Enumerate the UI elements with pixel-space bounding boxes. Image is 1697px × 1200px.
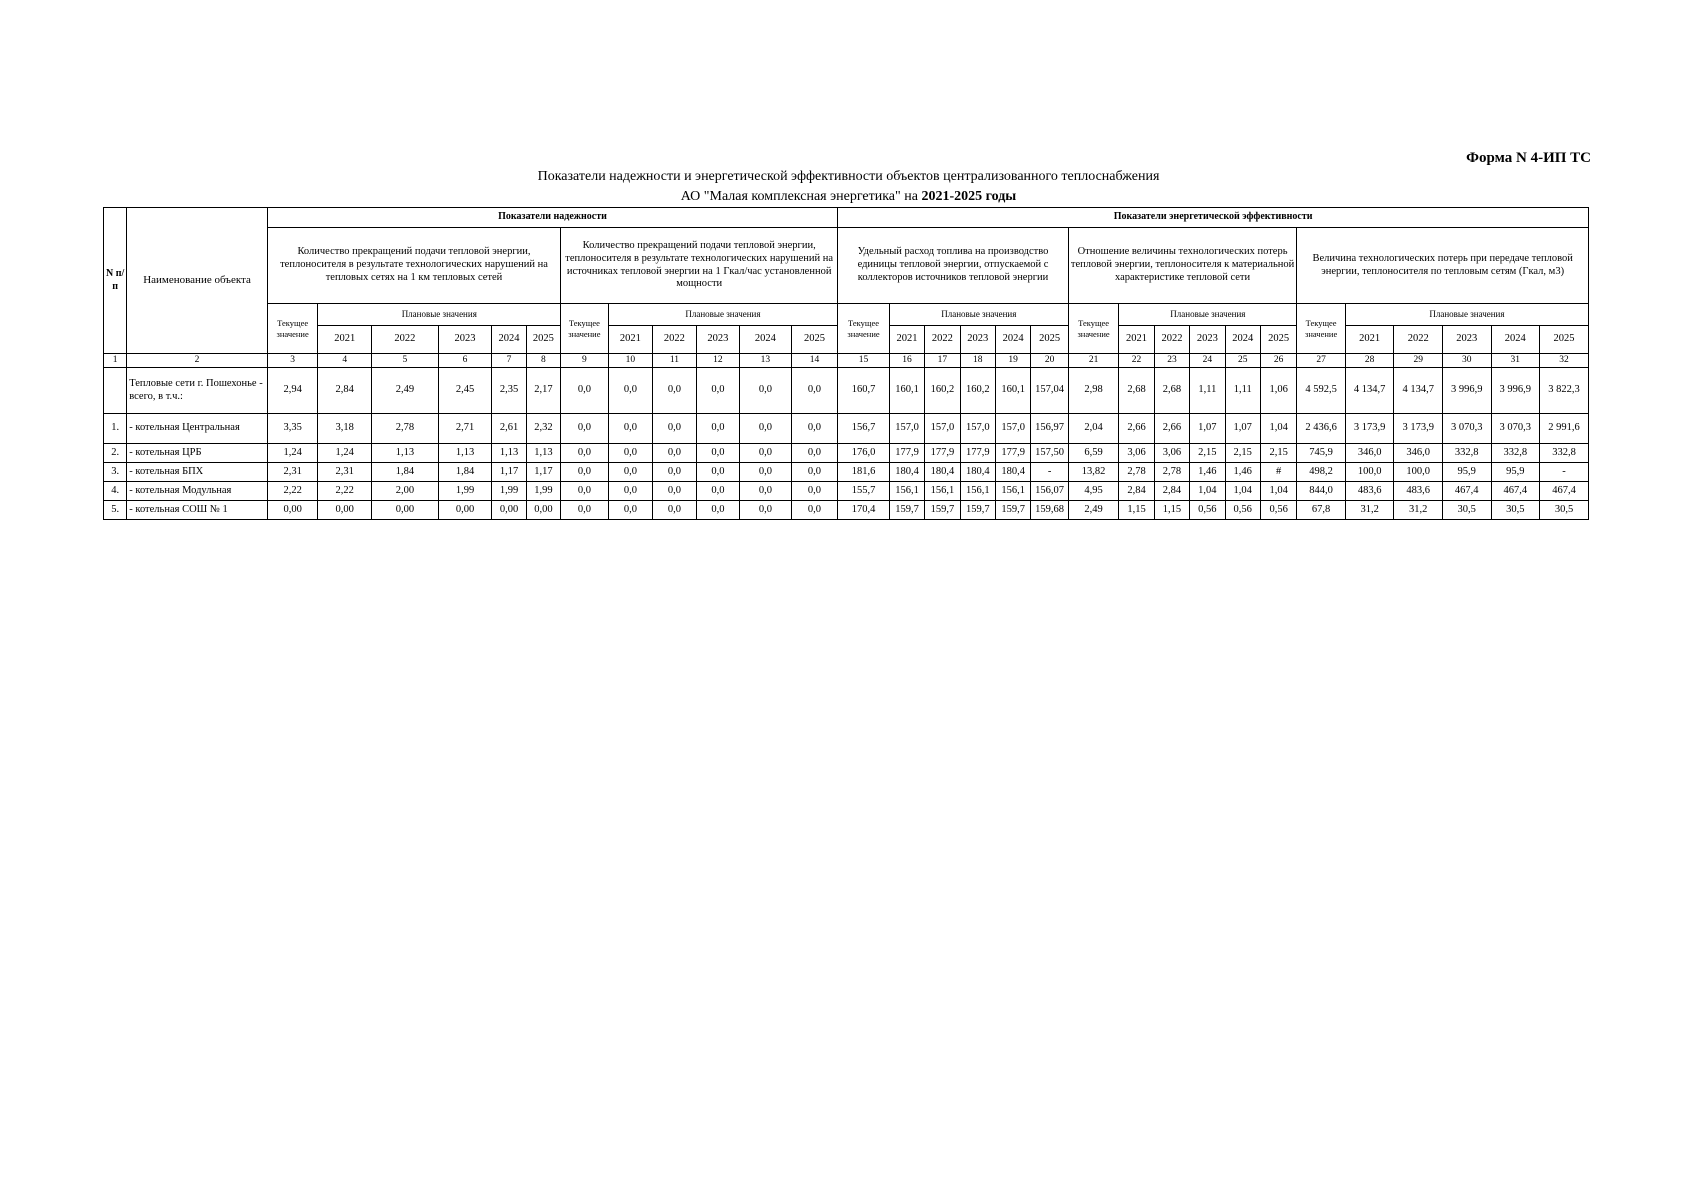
value-cell: 0,0 xyxy=(561,368,609,414)
value-cell: 0,0 xyxy=(791,463,838,482)
value-cell: 4 134,7 xyxy=(1345,368,1394,414)
value-cell: 0,0 xyxy=(653,501,696,520)
value-cell: 0,0 xyxy=(608,368,653,414)
year-header: 2024 xyxy=(1225,326,1260,354)
value-cell: 181,6 xyxy=(838,463,890,482)
year-header: 2022 xyxy=(653,326,696,354)
value-cell: 0,0 xyxy=(696,501,739,520)
value-cell: 1,13 xyxy=(492,444,526,463)
year-header: 2023 xyxy=(1190,326,1225,354)
value-cell: 4 592,5 xyxy=(1297,368,1346,414)
value-cell: 0,0 xyxy=(608,463,653,482)
value-cell: 159,68 xyxy=(1031,501,1068,520)
value-cell: 155,7 xyxy=(838,482,890,501)
value-cell: 2,78 xyxy=(1119,463,1154,482)
group-loss-ratio: Отношение величины технологических потерь тепловой энергии, теплоносителя к материальной характеристике тепловой сети xyxy=(1068,228,1297,304)
value-cell: 346,0 xyxy=(1394,444,1443,463)
year-header: 2023 xyxy=(960,326,995,354)
value-cell: 1,84 xyxy=(372,463,439,482)
column-number: 4 xyxy=(318,354,372,368)
value-cell: 159,7 xyxy=(889,501,924,520)
row-number: 4. xyxy=(104,482,127,501)
year-header: 2023 xyxy=(696,326,739,354)
value-cell: 100,0 xyxy=(1345,463,1394,482)
value-cell: 4 134,7 xyxy=(1394,368,1443,414)
value-cell: 2,35 xyxy=(492,368,526,414)
value-cell: 0,0 xyxy=(696,444,739,463)
current-value-header: Текущее значение xyxy=(1068,304,1119,354)
value-cell: 0,0 xyxy=(696,368,739,414)
value-cell: 0,00 xyxy=(267,501,318,520)
value-cell: 0,00 xyxy=(492,501,526,520)
value-cell: 177,9 xyxy=(995,444,1030,463)
year-header: 2021 xyxy=(1119,326,1154,354)
value-cell: 156,1 xyxy=(960,482,995,501)
value-cell: 0,0 xyxy=(791,501,838,520)
value-cell: 3,35 xyxy=(267,414,318,444)
value-cell: 157,50 xyxy=(1031,444,1068,463)
value-cell: 3,06 xyxy=(1119,444,1154,463)
column-number: 28 xyxy=(1345,354,1394,368)
year-header: 2025 xyxy=(526,326,560,354)
value-cell: 160,1 xyxy=(889,368,924,414)
year-header: 2021 xyxy=(1345,326,1394,354)
value-cell: 2,68 xyxy=(1154,368,1189,414)
value-cell: 0,0 xyxy=(696,482,739,501)
year-header: 2024 xyxy=(492,326,526,354)
column-number: 17 xyxy=(925,354,960,368)
column-number: 13 xyxy=(740,354,792,368)
value-cell: 1,13 xyxy=(372,444,439,463)
table-row xyxy=(104,463,1589,482)
year-header: 2024 xyxy=(740,326,792,354)
value-cell: 0,0 xyxy=(740,368,792,414)
value-cell: 1,04 xyxy=(1260,482,1296,501)
table-row xyxy=(104,368,1589,414)
value-cell: 467,4 xyxy=(1491,482,1540,501)
object-name: - котельная Модульная xyxy=(127,482,268,501)
value-cell: 2 436,6 xyxy=(1297,414,1346,444)
year-header: 2023 xyxy=(1442,326,1491,354)
table-row xyxy=(104,501,1589,520)
value-cell: 0,0 xyxy=(653,444,696,463)
value-cell: 2,22 xyxy=(267,482,318,501)
value-cell: 159,7 xyxy=(925,501,960,520)
value-cell: 1,84 xyxy=(438,463,492,482)
column-number: 21 xyxy=(1068,354,1119,368)
value-cell: 156,1 xyxy=(925,482,960,501)
current-value-header: Текущее значение xyxy=(267,304,318,354)
value-cell: 2,84 xyxy=(1119,482,1154,501)
object-name: Тепловые сети г. Пошехонье - всего, в т.ч.: xyxy=(127,368,268,414)
column-number: 9 xyxy=(561,354,609,368)
column-number: 14 xyxy=(791,354,838,368)
value-cell: 0,0 xyxy=(561,482,609,501)
value-cell: 1,99 xyxy=(526,482,560,501)
year-header: 2025 xyxy=(791,326,838,354)
value-cell: 332,8 xyxy=(1540,444,1589,463)
subtitle-prefix: АО "Малая комплексная энергетика" на xyxy=(680,189,922,204)
column-number: 31 xyxy=(1491,354,1540,368)
column-number: 7 xyxy=(492,354,526,368)
value-cell: 177,9 xyxy=(960,444,995,463)
value-cell: 177,9 xyxy=(925,444,960,463)
row-number xyxy=(104,368,127,414)
column-number: 15 xyxy=(838,354,890,368)
column-number: 29 xyxy=(1394,354,1443,368)
year-header: 2025 xyxy=(1540,326,1589,354)
value-cell: 1,11 xyxy=(1190,368,1225,414)
column-number: 25 xyxy=(1225,354,1260,368)
current-value-header: Текущее значение xyxy=(561,304,609,354)
planned-values-header: Плановые значения xyxy=(1119,304,1297,326)
value-cell: 0,0 xyxy=(608,501,653,520)
value-cell: 2,32 xyxy=(526,414,560,444)
value-cell: - xyxy=(1031,463,1068,482)
value-cell: 0,0 xyxy=(740,501,792,520)
planned-values-header: Плановые значения xyxy=(608,304,838,326)
value-cell: 2,94 xyxy=(267,368,318,414)
value-cell: 157,0 xyxy=(889,414,924,444)
value-cell: 1,07 xyxy=(1190,414,1225,444)
value-cell: 0,56 xyxy=(1225,501,1260,520)
column-number: 3 xyxy=(267,354,318,368)
row-number: 1. xyxy=(104,414,127,444)
group-source-outages: Количество прекращений подачи тепловой энергии, теплоносителя в результате технологических нарушений на источниках тепловой энергии на 1 Гкал/час установленной мощности xyxy=(561,228,838,304)
year-header: 2023 xyxy=(438,326,492,354)
column-number: 10 xyxy=(608,354,653,368)
value-cell: 0,0 xyxy=(740,463,792,482)
value-cell: 0,0 xyxy=(791,414,838,444)
value-cell: 2,66 xyxy=(1119,414,1154,444)
value-cell: 2,71 xyxy=(438,414,492,444)
value-cell: 844,0 xyxy=(1297,482,1346,501)
value-cell: 1,06 xyxy=(1260,368,1296,414)
value-cell: 483,6 xyxy=(1394,482,1443,501)
column-number: 20 xyxy=(1031,354,1068,368)
value-cell: 2,61 xyxy=(492,414,526,444)
value-cell: 0,0 xyxy=(696,463,739,482)
value-cell: 3 996,9 xyxy=(1491,368,1540,414)
document-subtitle xyxy=(0,189,1697,205)
year-header: 2022 xyxy=(1394,326,1443,354)
section-reliability: Показатели надежности xyxy=(267,208,837,228)
value-cell: 2,45 xyxy=(438,368,492,414)
year-header: 2025 xyxy=(1260,326,1296,354)
value-cell: 2,00 xyxy=(372,482,439,501)
row-number: 3. xyxy=(104,463,127,482)
value-cell: 157,0 xyxy=(960,414,995,444)
value-cell: 1,11 xyxy=(1225,368,1260,414)
value-cell: - xyxy=(1540,463,1589,482)
value-cell: 2,31 xyxy=(267,463,318,482)
value-cell: 3 173,9 xyxy=(1394,414,1443,444)
column-number: 8 xyxy=(526,354,560,368)
value-cell: 0,0 xyxy=(791,482,838,501)
section-efficiency: Показатели энергетической эффективности xyxy=(838,208,1589,228)
value-cell: 3,18 xyxy=(318,414,372,444)
value-cell: 0,0 xyxy=(791,368,838,414)
value-cell: 100,0 xyxy=(1394,463,1443,482)
value-cell: 30,5 xyxy=(1540,501,1589,520)
year-header: 2024 xyxy=(1491,326,1540,354)
value-cell: 467,4 xyxy=(1442,482,1491,501)
value-cell: 2,78 xyxy=(1154,463,1189,482)
column-number: 11 xyxy=(653,354,696,368)
value-cell: 0,0 xyxy=(608,414,653,444)
value-cell: 6,59 xyxy=(1068,444,1119,463)
value-cell: 1,04 xyxy=(1225,482,1260,501)
table-row xyxy=(104,444,1589,463)
value-cell: 0,56 xyxy=(1260,501,1296,520)
value-cell: 157,0 xyxy=(925,414,960,444)
object-name: - котельная БПХ xyxy=(127,463,268,482)
value-cell: 0,0 xyxy=(791,444,838,463)
value-cell: 159,7 xyxy=(960,501,995,520)
table-row xyxy=(104,482,1589,501)
column-numbers-row xyxy=(104,354,1589,368)
value-cell: # xyxy=(1260,463,1296,482)
value-cell: 0,0 xyxy=(653,482,696,501)
value-cell: 0,0 xyxy=(653,414,696,444)
value-cell: 30,5 xyxy=(1491,501,1540,520)
value-cell: 1,15 xyxy=(1154,501,1189,520)
value-cell: 95,9 xyxy=(1442,463,1491,482)
value-cell: 1,04 xyxy=(1260,414,1296,444)
value-cell: 2,22 xyxy=(318,482,372,501)
year-header: 2021 xyxy=(608,326,653,354)
value-cell: 1,99 xyxy=(492,482,526,501)
value-cell: 160,2 xyxy=(925,368,960,414)
value-cell: 2,17 xyxy=(526,368,560,414)
value-cell: 2,15 xyxy=(1225,444,1260,463)
year-header: 2022 xyxy=(372,326,439,354)
group-network-outages: Количество прекращений подачи тепловой энергии, теплоносителя в результате технологических нарушений на тепловых сетях на 1 км тепловых сетей xyxy=(267,228,560,304)
value-cell: 1,46 xyxy=(1190,463,1225,482)
value-cell: 180,4 xyxy=(995,463,1030,482)
group-fuel-consumption: Удельный расход топлива на производство единицы тепловой энергии, отпускаемой с коллекторов источников тепловой энергии xyxy=(838,228,1069,304)
value-cell: 0,56 xyxy=(1190,501,1225,520)
year-header: 2021 xyxy=(889,326,924,354)
column-number: 6 xyxy=(438,354,492,368)
value-cell: 1,13 xyxy=(526,444,560,463)
table-row xyxy=(104,414,1589,444)
value-cell: 1,46 xyxy=(1225,463,1260,482)
planned-header-row xyxy=(104,304,1589,326)
value-cell: 2 991,6 xyxy=(1540,414,1589,444)
year-header: 2022 xyxy=(1154,326,1189,354)
value-cell: 30,5 xyxy=(1442,501,1491,520)
value-cell: 0,0 xyxy=(561,463,609,482)
section-header-row xyxy=(104,208,1589,228)
group-header-row xyxy=(104,228,1589,304)
value-cell: 157,04 xyxy=(1031,368,1068,414)
value-cell: 1,07 xyxy=(1225,414,1260,444)
value-cell: 95,9 xyxy=(1491,463,1540,482)
object-name: - котельная ЦРБ xyxy=(127,444,268,463)
value-cell: 3 996,9 xyxy=(1442,368,1491,414)
subtitle-period: 2021-2025 годы xyxy=(921,189,1017,204)
column-number: 32 xyxy=(1540,354,1589,368)
year-header: 2021 xyxy=(318,326,372,354)
column-number: 18 xyxy=(960,354,995,368)
value-cell: 2,78 xyxy=(372,414,439,444)
value-cell: 2,84 xyxy=(318,368,372,414)
value-cell: 159,7 xyxy=(995,501,1030,520)
value-cell: 156,7 xyxy=(838,414,890,444)
value-cell: 67,8 xyxy=(1297,501,1346,520)
value-cell: 0,00 xyxy=(526,501,560,520)
value-cell: 156,1 xyxy=(889,482,924,501)
value-cell: 0,00 xyxy=(438,501,492,520)
value-cell: 2,68 xyxy=(1119,368,1154,414)
value-cell: 0,0 xyxy=(740,444,792,463)
value-cell: 160,2 xyxy=(960,368,995,414)
form-label: Форма N 4-ИП ТС xyxy=(1466,150,1591,166)
column-number: 27 xyxy=(1297,354,1346,368)
year-header: 2024 xyxy=(995,326,1030,354)
value-cell: 0,0 xyxy=(608,482,653,501)
indicators-table xyxy=(103,207,1589,520)
value-cell: 467,4 xyxy=(1540,482,1589,501)
value-cell: 177,9 xyxy=(889,444,924,463)
column-number: 24 xyxy=(1190,354,1225,368)
value-cell: 31,2 xyxy=(1345,501,1394,520)
value-cell: 160,1 xyxy=(995,368,1030,414)
value-cell: 0,0 xyxy=(653,368,696,414)
value-cell: 0,0 xyxy=(561,444,609,463)
value-cell: 156,97 xyxy=(1031,414,1068,444)
value-cell: 2,15 xyxy=(1190,444,1225,463)
column-number: 23 xyxy=(1154,354,1189,368)
value-cell: 0,00 xyxy=(372,501,439,520)
column-number: 22 xyxy=(1119,354,1154,368)
value-cell: 160,7 xyxy=(838,368,890,414)
value-cell: 1,15 xyxy=(1119,501,1154,520)
column-number: 26 xyxy=(1260,354,1296,368)
column-number: 5 xyxy=(372,354,439,368)
planned-values-header: Плановые значения xyxy=(1345,304,1588,326)
year-header: 2025 xyxy=(1031,326,1068,354)
planned-values-header: Плановые значения xyxy=(889,304,1068,326)
value-cell: 4,95 xyxy=(1068,482,1119,501)
value-cell: 3,06 xyxy=(1154,444,1189,463)
value-cell: 1,99 xyxy=(438,482,492,501)
value-cell: 3 070,3 xyxy=(1491,414,1540,444)
value-cell: 1,04 xyxy=(1190,482,1225,501)
value-cell: 498,2 xyxy=(1297,463,1346,482)
value-cell: 180,4 xyxy=(889,463,924,482)
value-cell: 1,13 xyxy=(438,444,492,463)
object-name: - котельная Центральная xyxy=(127,414,268,444)
value-cell: 0,0 xyxy=(561,501,609,520)
planned-values-header: Плановые значения xyxy=(318,304,561,326)
current-value-header: Текущее значение xyxy=(1297,304,1346,354)
value-cell: 1,17 xyxy=(526,463,560,482)
value-cell: 1,17 xyxy=(492,463,526,482)
value-cell: 1,24 xyxy=(267,444,318,463)
year-header: 2022 xyxy=(925,326,960,354)
column-number: 16 xyxy=(889,354,924,368)
column-number: 2 xyxy=(127,354,268,368)
value-cell: 1,24 xyxy=(318,444,372,463)
value-cell: 156,07 xyxy=(1031,482,1068,501)
value-cell: 2,49 xyxy=(372,368,439,414)
object-name: - котельная СОШ № 1 xyxy=(127,501,268,520)
value-cell: 2,04 xyxy=(1068,414,1119,444)
group-technological-losses: Величина технологических потерь при передаче тепловой энергии, теплоносителя по тепловым сетям (Гкал, м3) xyxy=(1297,228,1589,304)
value-cell: 180,4 xyxy=(925,463,960,482)
column-number: 12 xyxy=(696,354,739,368)
value-cell: 332,8 xyxy=(1442,444,1491,463)
value-cell: 2,15 xyxy=(1260,444,1296,463)
value-cell: 332,8 xyxy=(1491,444,1540,463)
value-cell: 2,84 xyxy=(1154,482,1189,501)
value-cell: 3 822,3 xyxy=(1540,368,1589,414)
name-header: Наименование объекта xyxy=(127,208,268,354)
value-cell: 0,0 xyxy=(740,414,792,444)
value-cell: 2,49 xyxy=(1068,501,1119,520)
column-number: 19 xyxy=(995,354,1030,368)
table-body xyxy=(104,208,1589,520)
value-cell: 157,0 xyxy=(995,414,1030,444)
value-cell: 0,0 xyxy=(653,463,696,482)
value-cell: 156,1 xyxy=(995,482,1030,501)
value-cell: 2,31 xyxy=(318,463,372,482)
value-cell: 2,66 xyxy=(1154,414,1189,444)
column-number: 1 xyxy=(104,354,127,368)
value-cell: 346,0 xyxy=(1345,444,1394,463)
value-cell: 2,98 xyxy=(1068,368,1119,414)
document-title: Показатели надежности и энергетической эффективности объектов централизованного теплоснабжения xyxy=(537,169,1160,184)
value-cell: 745,9 xyxy=(1297,444,1346,463)
value-cell: 0,0 xyxy=(561,414,609,444)
value-cell: 170,4 xyxy=(838,501,890,520)
column-number: 30 xyxy=(1442,354,1491,368)
row-number: 2. xyxy=(104,444,127,463)
value-cell: 31,2 xyxy=(1394,501,1443,520)
value-cell: 0,0 xyxy=(696,414,739,444)
value-cell: 0,0 xyxy=(740,482,792,501)
num-header: N п/п xyxy=(104,208,127,354)
value-cell: 180,4 xyxy=(960,463,995,482)
value-cell: 3 070,3 xyxy=(1442,414,1491,444)
value-cell: 176,0 xyxy=(838,444,890,463)
value-cell: 13,82 xyxy=(1068,463,1119,482)
value-cell: 0,00 xyxy=(318,501,372,520)
row-number: 5. xyxy=(104,501,127,520)
value-cell: 3 173,9 xyxy=(1345,414,1394,444)
value-cell: 0,0 xyxy=(608,444,653,463)
current-value-header: Текущее значение xyxy=(838,304,890,354)
value-cell: 483,6 xyxy=(1345,482,1394,501)
